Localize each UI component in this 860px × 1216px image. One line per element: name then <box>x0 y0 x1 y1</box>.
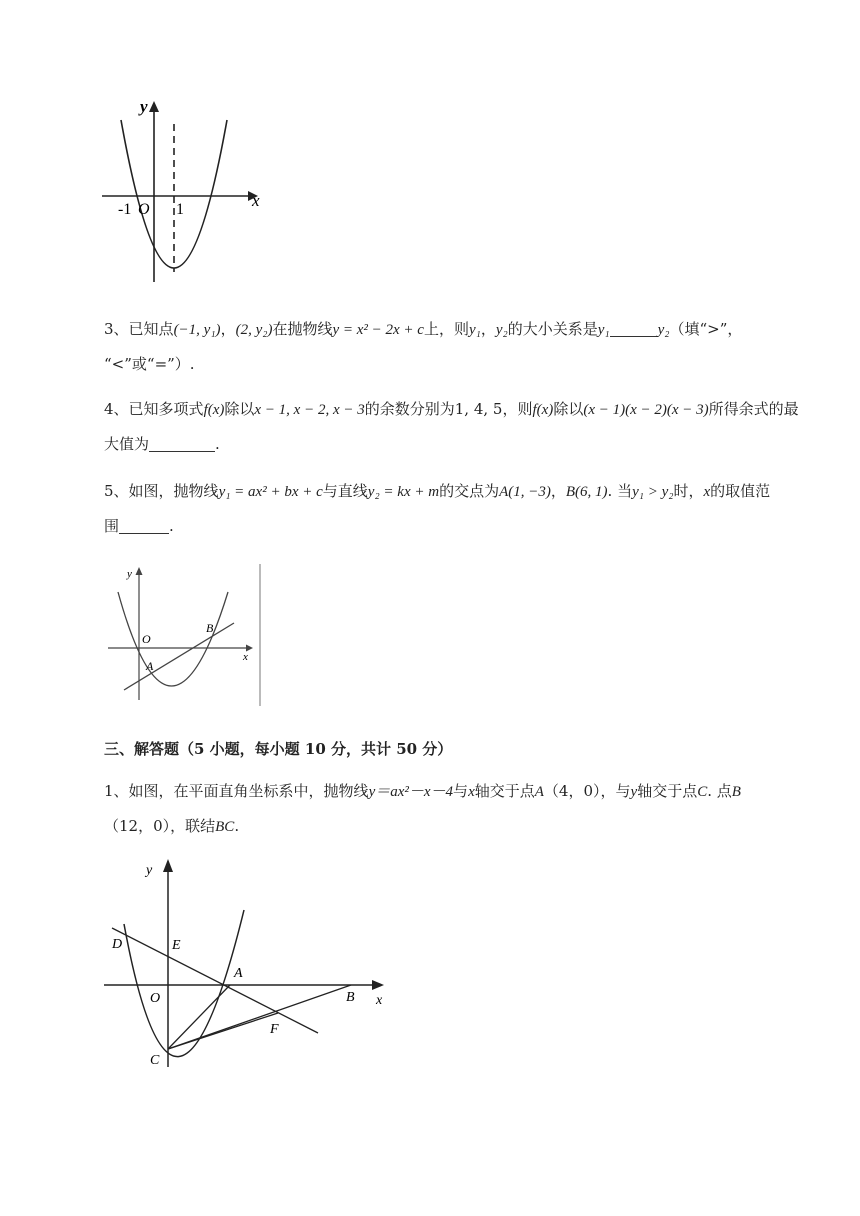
x-label: x <box>252 191 260 210</box>
point-c-label: C <box>150 1053 160 1068</box>
x-axis-arrow <box>372 980 384 990</box>
point-a-label: A <box>146 659 154 673</box>
answer-blank[interactable] <box>149 433 215 452</box>
question-5: 5、如图，抛物线y₁ = ax² + bx + c与直线y₂ = kx + m的交点为A(1, −3)，B(6, 1). 当y₁ > y₂时，x的取值范 围 . <box>104 482 771 535</box>
segment-cf <box>168 1013 278 1049</box>
question-3: 3、已知点(−1, y₁)，(2, y₂)在抛物线y = x² − 2x + c上，则y₁，y₂的大小关系是y₁ y₂（填“>”， “<”或“=”）. <box>104 320 743 373</box>
point-e-label: E <box>172 938 181 953</box>
origin-label: O <box>150 991 161 1006</box>
y-label: y <box>127 568 132 580</box>
point-b-label: B <box>346 990 355 1005</box>
figure-parabola-axis <box>96 96 272 286</box>
x-label: x <box>243 651 248 663</box>
origin-label: O <box>138 201 150 218</box>
figure-parabola-line <box>104 562 266 708</box>
parabola-curve <box>124 910 244 1057</box>
point-b-label: B <box>206 621 214 635</box>
y-axis-arrow <box>149 101 159 112</box>
one-label: 1 <box>176 201 184 218</box>
neg-one-label: -1 <box>118 201 132 218</box>
answer-blank[interactable] <box>610 318 658 337</box>
problem-1: 1、如图，在平面直角坐标系中，抛物线y＝ax²－x－4与x轴交于点A（4，0），与y轴交于点C. 点B （12，0），联结BC. <box>104 782 741 835</box>
origin-label: O <box>142 632 151 646</box>
point-f-label: F <box>270 1022 279 1037</box>
parabola-curve <box>118 592 228 686</box>
y-label: y <box>146 863 153 878</box>
y-axis-arrow <box>136 567 143 575</box>
y-axis-arrow <box>163 859 173 872</box>
y-label: y <box>140 97 148 116</box>
answer-blank[interactable] <box>119 515 169 534</box>
x-label: x <box>376 993 383 1008</box>
line-df <box>112 928 318 1033</box>
point-d-label: D <box>112 937 123 952</box>
point-a-label: A <box>234 966 243 981</box>
figure-coordinate-triangle <box>100 852 400 1074</box>
question-4: 4、已知多项式f(x)除以x − 1, x − 2, x − 3的余数分别为1, 4, 5，则f(x)除以(x − 1)(x − 2)(x − 3)所得余式的最 大值为 . <box>104 400 799 453</box>
section-heading: 三、解答题（5 小题，每小题 10 分，共计 50 分） <box>104 740 453 758</box>
